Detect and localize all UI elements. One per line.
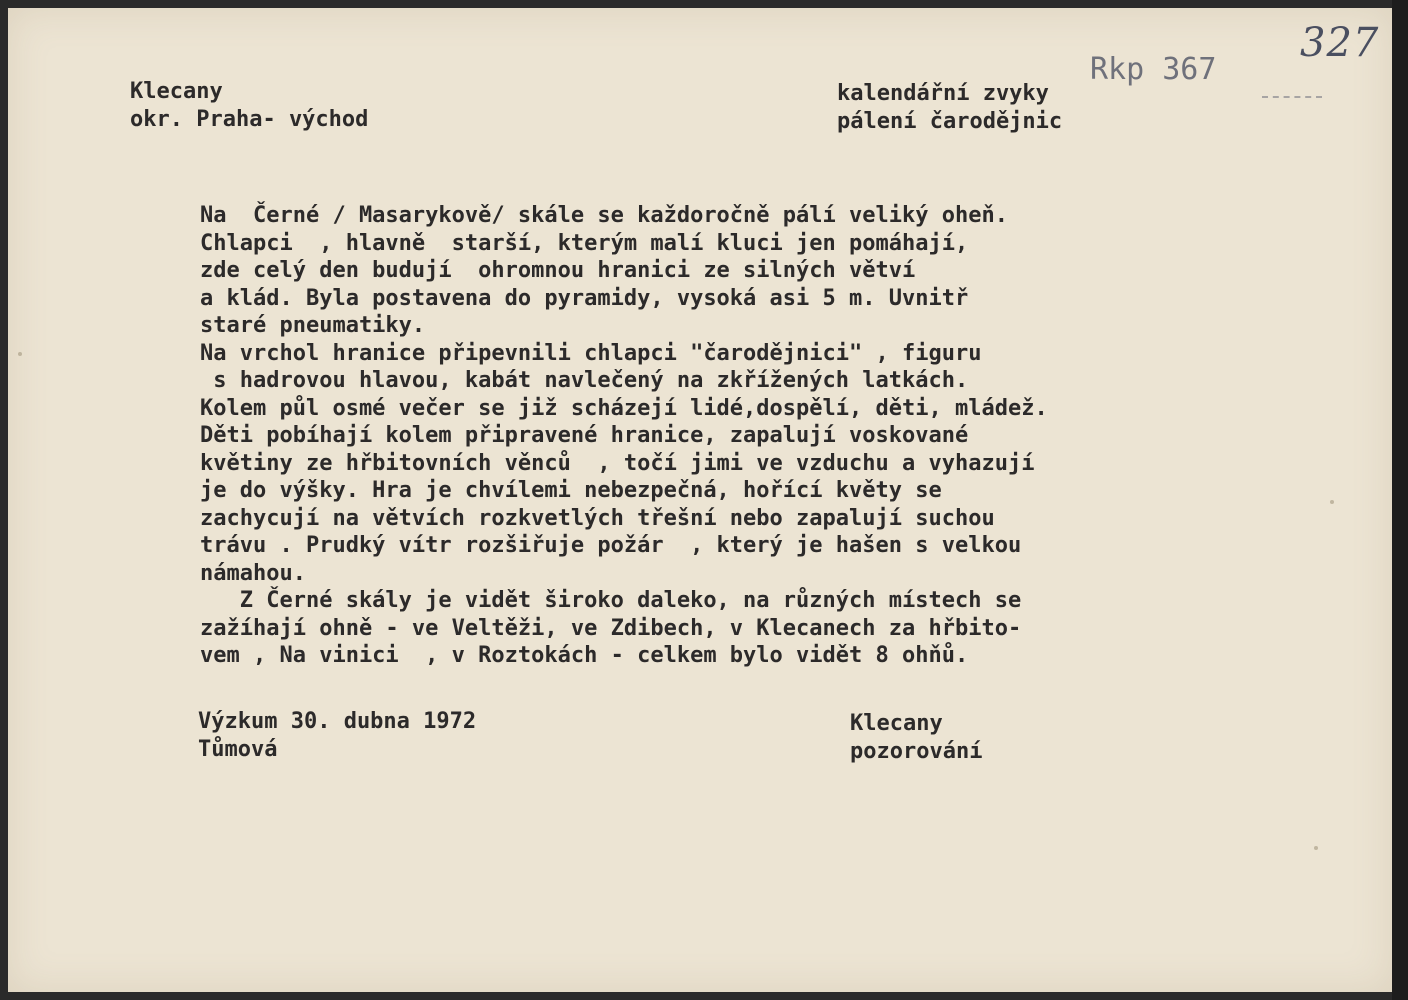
location-heading: Klecany okr. Praha- východ	[130, 79, 369, 132]
research-date-author: Výzkum 30. dubna 1972 Tůmová	[198, 709, 477, 762]
scan-edge	[1392, 0, 1408, 1000]
paper-speck	[1314, 846, 1318, 850]
description-text: Na Černé / Masarykově/ skále se každoročně pálí veliký oheň. Chlapci , hlavně starší, kterým malí kluci jen pomáhají, zde celý den budují ohromnou hranici ze silných větví a klád. Byla postavena do pyramidy, vysoká asi 5 m. Uvnitř staré pneumatiky. Na vrchol hranice připevnili chlapci "čarodějnici" , figuru s hadrovou hlavou, kabát navlečený na zkřížených latkách. Kolem půl osmé večer se již scházejí lidé,dospělí, děti, mládež. Děti pobíhají kolem připravené hranice, zapalují voskované květiny ze hřbitovních věnců , točí jimi ve vzduchu a vyhazují je do výšky. Hra je chvílemi nebezpečná, hořící květy se zachycují na větvích rozkvetlých třešní nebo zapalují suchou trávu . Prudký vítr rozšiřuje požár , který je hašen s velkou námahou. Z Černé skály je vidět široko daleko, na různých místech se zažíhají ohně - ve Veltěži, ve Zdibech, v Klecanech za hřbito- vem , Na vinici , v Roztokách - celkem bylo vidět 8 ohňů.	[200, 203, 1048, 668]
page-number: 327	[1300, 20, 1380, 66]
place-method: Klecany pozorování	[850, 711, 983, 764]
topic-heading: kalendářní zvyky pálení čarodějnic	[837, 81, 1063, 134]
paper-speck	[18, 352, 22, 356]
archive-reference-stamp: Rkp 367	[1090, 52, 1217, 87]
paper-speck	[1330, 500, 1334, 504]
pencil-dashes	[1262, 96, 1322, 98]
